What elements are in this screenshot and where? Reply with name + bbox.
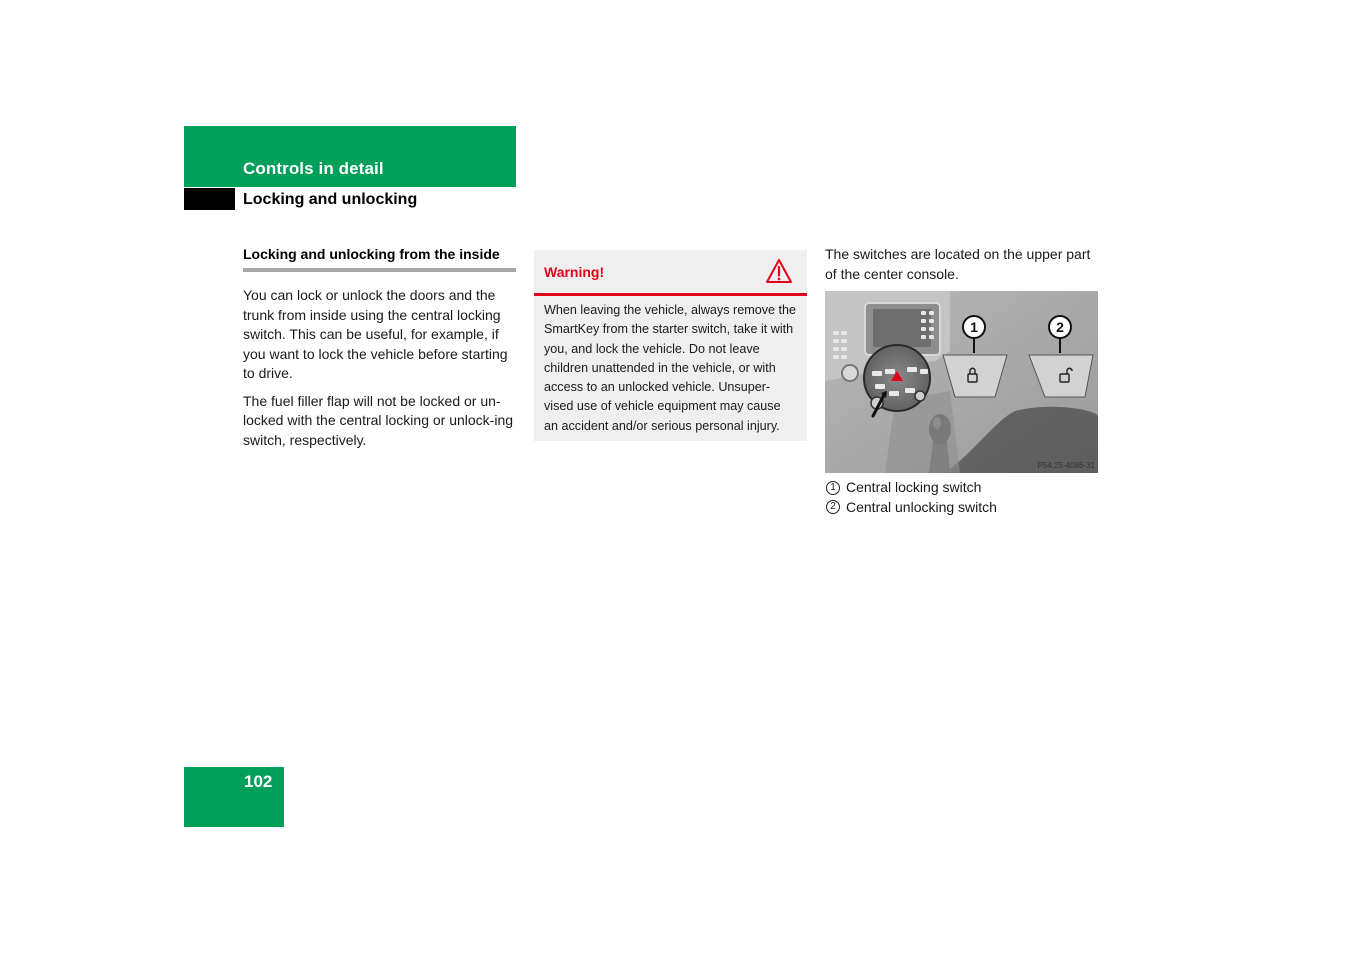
switch-location-text: The switches are located on the upper part of the center console.: [825, 246, 1091, 282]
figure-callout-2: 2: [1056, 319, 1064, 335]
figure-captions: [825, 478, 1105, 517]
caption-number: 1: [826, 481, 840, 495]
caption-text: Central unlocking switch: [846, 498, 997, 515]
figure-callout-1: 1: [970, 319, 978, 335]
section-marker: [184, 188, 235, 210]
caption-text: Central locking switch: [846, 479, 982, 495]
center-console-figure: [825, 291, 1098, 473]
warning-text: When leaving the vehicle, always remove the SmartKey from the starter switch, take it with you, and lock the vehicle. Do not leave children unattended in the vehicle, or with access to an unlocked vehicle. Unsuper-vised use of vehicle equipment may cause an accident and/or serious personal injury.: [544, 303, 797, 433]
section-title: Controls in detail: [243, 159, 384, 178]
warning-header: [534, 250, 807, 296]
column-1: [243, 246, 516, 450]
paragraph-central-locking: You can lock or unlock the doors and the trunk from inside using the central locking switch. This can be useful, for example, if you want to lock the vehicle before starting to drive.: [243, 287, 508, 381]
subsection-title: Locking and unlocking: [243, 191, 418, 208]
column-heading: Locking and unlocking from the inside: [243, 246, 516, 272]
warning-label: Warning!: [544, 264, 605, 280]
warning-triangle-icon: [765, 258, 793, 284]
caption-number: 2: [826, 500, 840, 514]
paragraph-fuel-flap: The fuel filler flap will not be locked or un-locked with the central locking or unlock-ing switch, respectively.: [243, 392, 514, 448]
caption-central-unlocking-switch: [825, 498, 1105, 518]
center-console-illustration: [825, 291, 1098, 473]
caption-central-locking-switch: [825, 478, 1105, 498]
warning-box: [534, 250, 807, 441]
figure-code: P54.25-4086-31: [1037, 461, 1095, 470]
page-number: 102: [244, 772, 273, 791]
